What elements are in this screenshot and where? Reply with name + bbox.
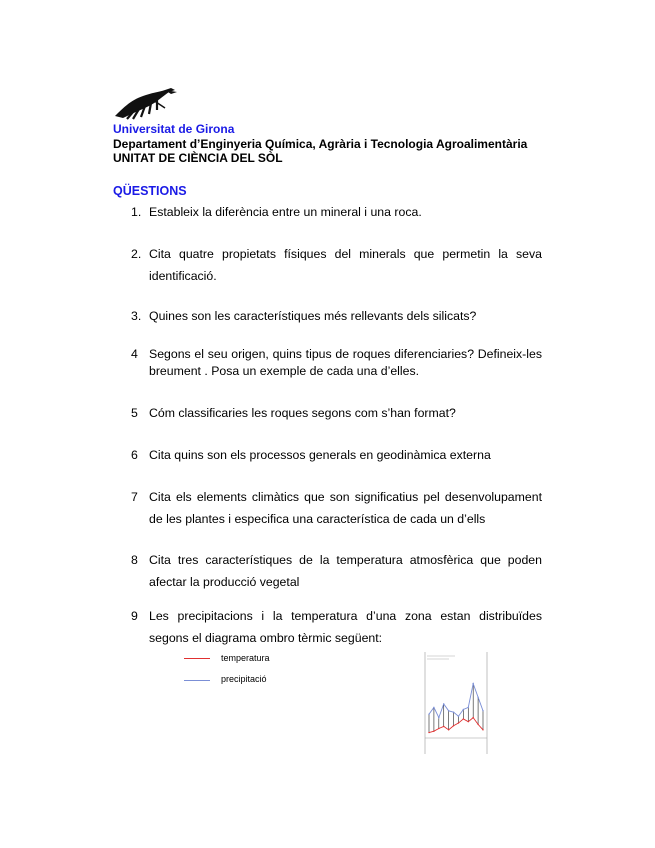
question-number: 1. bbox=[131, 205, 142, 219]
unit-name: UNITAT DE CIÈNCIA DEL SÒL bbox=[113, 151, 283, 165]
chart-point bbox=[438, 728, 439, 729]
chart-series-precipitation-line bbox=[429, 684, 483, 718]
chart-point bbox=[468, 707, 469, 708]
question-number: 7 bbox=[131, 490, 138, 504]
question-number: 8 bbox=[131, 553, 138, 567]
question-number: 6 bbox=[131, 448, 138, 462]
question-item bbox=[131, 486, 542, 530]
question-text: Quines son les característiques més rellevants dels silicats? bbox=[149, 309, 477, 323]
question-item bbox=[131, 402, 542, 424]
chart-point bbox=[428, 732, 429, 733]
chart-point bbox=[453, 711, 454, 712]
question-item bbox=[131, 605, 542, 649]
question-text: Estableix la diferència entre un mineral i una roca. bbox=[149, 205, 422, 219]
chart-point bbox=[482, 729, 483, 730]
question-text: Les precipitacions i la temperatura d’una zona estan distribuïdes segons el diagrama ombro tèrmic següent: bbox=[149, 609, 542, 645]
chart-point bbox=[433, 707, 434, 708]
question-number: 3. bbox=[131, 309, 142, 323]
question-text: Segons el seu origen, quins tipus de roques diferenciaries? Defineix-les breument . Posa un exemple de cada una d’elles. bbox=[149, 347, 542, 378]
chart-point bbox=[458, 716, 459, 717]
question-number: 4 bbox=[131, 347, 138, 361]
chart-point bbox=[428, 714, 429, 715]
chart-point bbox=[453, 725, 454, 726]
question-number: 2. bbox=[131, 247, 142, 261]
chart-point bbox=[458, 722, 459, 723]
question-text: Cóm classificaries les roques segons com s’han format? bbox=[149, 406, 456, 420]
legend-precipitation-line bbox=[184, 680, 210, 681]
chart-point bbox=[477, 724, 478, 725]
question-item bbox=[131, 243, 542, 287]
question-text: Cita quins son els processos generals en geodinàmica externa bbox=[149, 448, 491, 462]
chart-point bbox=[472, 717, 473, 718]
chart-hatch-group bbox=[429, 684, 483, 733]
chart-series-temperature-line bbox=[429, 718, 483, 733]
chart-series-group bbox=[428, 683, 483, 733]
department-name: Departament d’Enginyeria Química, Agrària i Tecnologia Agroalimentària bbox=[113, 137, 528, 151]
chart-point bbox=[448, 729, 449, 730]
chart-point bbox=[472, 683, 473, 684]
question-item bbox=[131, 346, 542, 380]
legend-precipitation-label: precipitació bbox=[221, 674, 267, 684]
university-logo-crow-icon bbox=[113, 86, 179, 120]
question-text: Cita els elements climàtics que son significatius pel desenvolupament de les plantes i especifica una característica de cada un d’ells bbox=[149, 490, 542, 526]
question-text: Cita quatre propietats físiques del minerals que permetin la seva identificació. bbox=[149, 247, 542, 283]
legend-temperature-label: temperatura bbox=[221, 653, 270, 663]
question-number: 9 bbox=[131, 609, 138, 623]
question-text: Cita tres característiques de la temperatura atmosfèrica que poden afectar la producció vegetal bbox=[149, 553, 542, 589]
question-item bbox=[131, 305, 542, 327]
chart-point bbox=[448, 710, 449, 711]
question-item bbox=[131, 444, 542, 466]
chart-point bbox=[443, 703, 444, 704]
question-item bbox=[131, 201, 542, 223]
section-title: QÜESTIONS bbox=[113, 184, 187, 198]
university-name: Universitat de Girona bbox=[113, 122, 235, 136]
chart-point bbox=[477, 697, 478, 698]
chart-point bbox=[482, 710, 483, 711]
ombrothermic-chart bbox=[415, 650, 495, 756]
chart-frame bbox=[425, 652, 487, 754]
question-number: 5 bbox=[131, 406, 138, 420]
chart-point bbox=[463, 709, 464, 710]
chart-point bbox=[438, 717, 439, 718]
chart-point bbox=[443, 726, 444, 727]
chart-point bbox=[463, 718, 464, 719]
question-item bbox=[131, 549, 542, 593]
legend-temperature-line bbox=[184, 658, 210, 659]
chart-point bbox=[468, 721, 469, 722]
chart-point bbox=[433, 731, 434, 732]
